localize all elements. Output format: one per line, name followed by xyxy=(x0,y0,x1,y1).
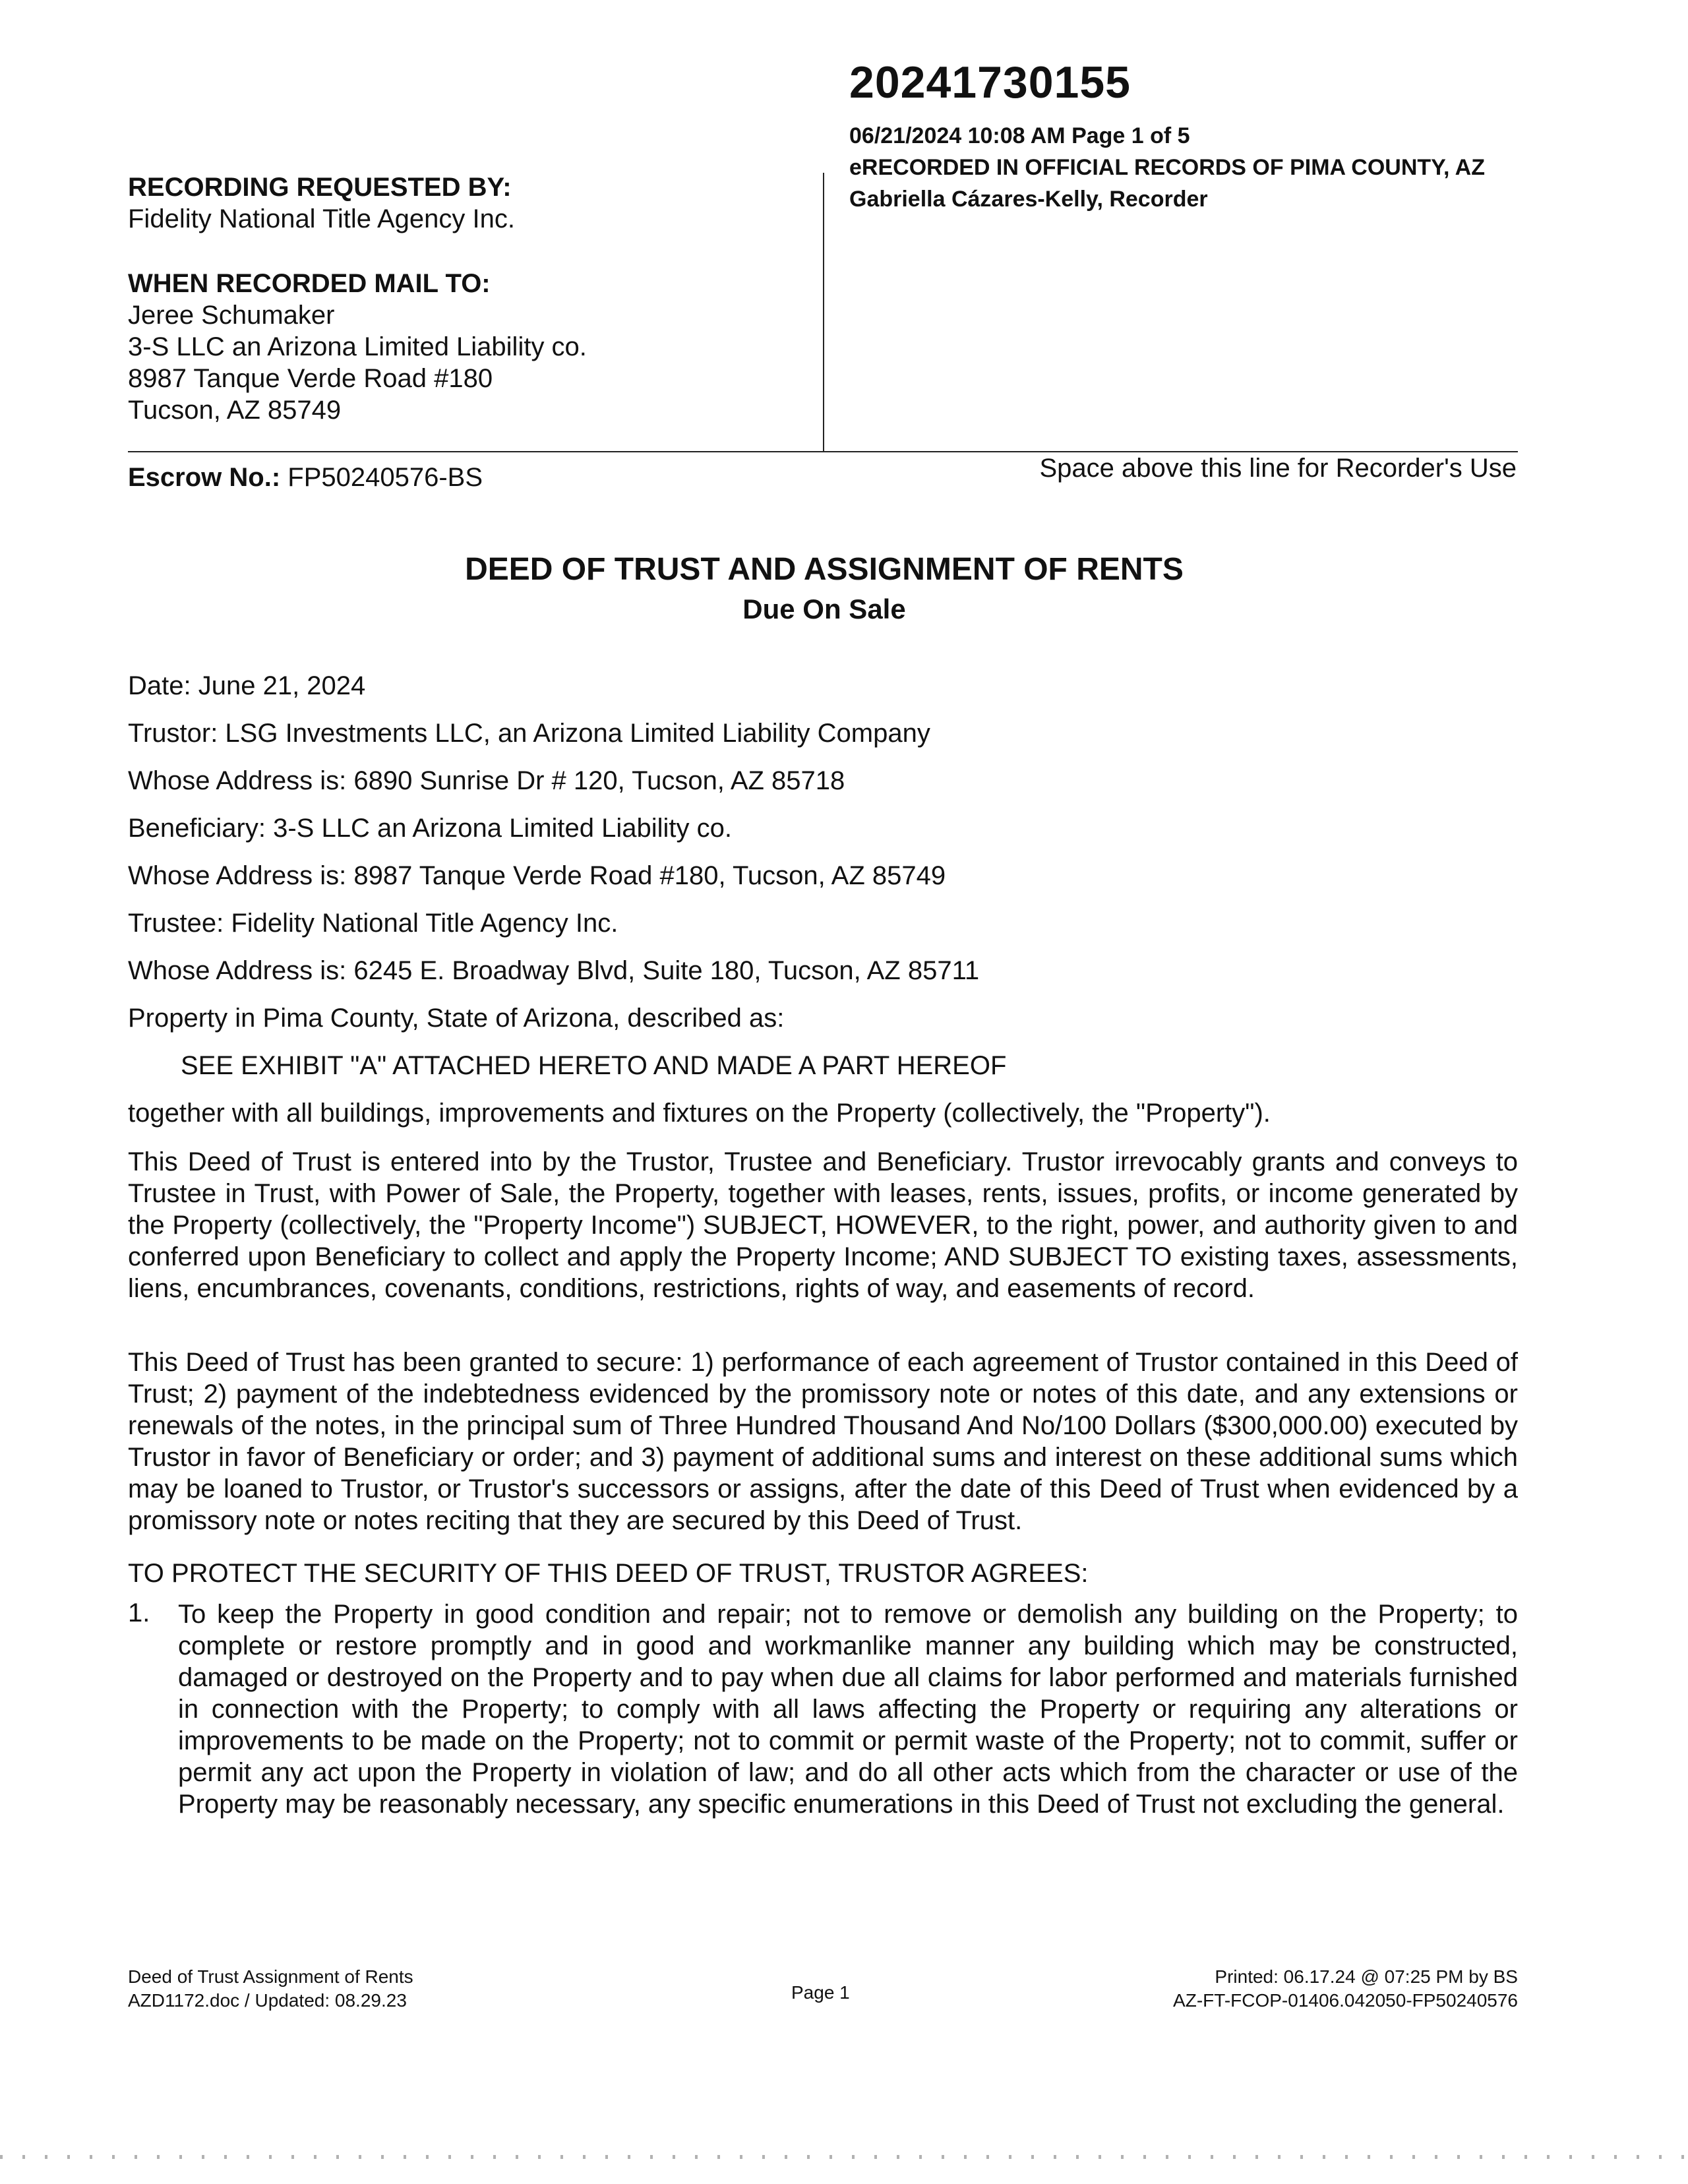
escrow-number xyxy=(128,463,483,493)
exhibit-reference: SEE EXHIBIT "A" ATTACHED HERETO AND MADE A PART HEREOF xyxy=(181,1051,1007,1080)
property-intro: Property in Pima County, State of Arizona, described as: xyxy=(128,1004,785,1033)
erecorded-line: eRECORDED IN OFFICIAL RECORDS OF PIMA COUNTY, AZ xyxy=(849,155,1486,180)
protect-heading: TO PROTECT THE SECURITY OF THIS DEED OF TRUST, TRUSTOR AGREES: xyxy=(128,1559,1089,1588)
recording-number: 20241730155 xyxy=(849,57,1131,107)
requested-by-value: Fidelity National Title Agency Inc. xyxy=(128,204,515,233)
field-trustor-address: Whose Address is: 6890 Sunrise Dr # 120, Tucson, AZ 85718 xyxy=(128,766,845,795)
footer-file-id: AZ-FT-FCOP-01406.042050-FP50240576 xyxy=(1173,1990,1518,2011)
secure-paragraph: This Deed of Trust has been granted to secure: 1) performance of each agreement of Trustor contained in this Deed of Trust; 2) payment of the indebtedness evidenced by the promissory note or notes of this date, and any extensions or renewals of the notes, in the principal sum of Three Hundred Thousand And No/100 Dollars ($300,000.00) executed by Trustor in favor of Beneficiary or order; and 3) payment of additional sums and interest on these additional sums which may be loaned to Trustor, or Trustor's successors or assigns, after the date of this Deed of Trust when evidenced by a promissory note or notes reciting that they are secured by this Deed of Trust. xyxy=(128,1348,1518,1535)
field-date: Date: June 21, 2024 xyxy=(128,671,366,700)
document-subtitle: Due On Sale xyxy=(742,593,906,624)
field-trustor: Trustor: LSG Investments LLC, an Arizona Limited Liability Company xyxy=(128,719,930,748)
mail-to-city: Tucson, AZ 85749 xyxy=(128,396,342,425)
item-1-number: 1. xyxy=(128,1598,150,1627)
mail-to-label: WHEN RECORDED MAIL TO: xyxy=(128,269,491,298)
property-together: together with all buildings, improvements and fixtures on the Property (collectively, the "Property"). xyxy=(128,1099,1271,1128)
footer-doc-name: Deed of Trust Assignment of Rents xyxy=(128,1966,413,1987)
footer-printed: Printed: 06.17.24 @ 07:25 PM by BS xyxy=(1215,1966,1518,1987)
escrow-value: FP50240576-BS xyxy=(287,463,483,492)
mail-to-company: 3-S LLC an Arizona Limited Liability co. xyxy=(128,332,587,361)
document-title: DEED OF TRUST AND ASSIGNMENT OF RENTS xyxy=(465,552,1184,587)
item-1-text: To keep the Property in good condition and repair; not to remove or demolish any building on the Property; to complete or restore promptly and in good and workmanlike manner any building which may be constructed, damaged or destroyed on the Property and to pay when due all claims for labor performed and materials furnished in connection with the Property; to comply with all laws affecting the Property or requiring any alterations or improvements to be made on the Property; not to commit or permit waste of the Property; not to commit, suffer or permit any act upon the Property in violation of law; and do all other acts which from the character or use of the Property may be reasonably necessary, any specific enumerations in this Deed of Trust not excluding the general. xyxy=(178,1600,1518,1819)
recorder-space-note: Space above this line for Recorder's Use xyxy=(1039,454,1517,483)
mail-to-street: 8987 Tanque Verde Road #180 xyxy=(128,364,493,393)
escrow-label: Escrow No.: xyxy=(128,463,281,492)
recording-info xyxy=(849,120,1485,215)
header-vertical-divider xyxy=(823,173,824,452)
mail-to-name: Jeree Schumaker xyxy=(128,301,335,330)
recording-datetime: 06/21/2024 10:08 AM Page 1 of 5 xyxy=(849,123,1190,148)
mail-to-block xyxy=(128,268,587,426)
footer-right xyxy=(1173,1965,1518,2013)
footer-doc-version: AZD1172.doc / Updated: 08.29.23 xyxy=(128,1990,407,2011)
requested-by-label: RECORDING REQUESTED BY: xyxy=(128,173,512,202)
footer-page: Page 1 xyxy=(791,1982,850,2003)
grant-paragraph: This Deed of Trust is entered into by the Trustor, Trustee and Beneficiary. Trustor irrevocably grants and conveys to Trustee in Trust, with Power of Sale, the Property, together with leases, rents, issues, profits, or income generated by the Property (collectively, the "Property Income") SUBJECT, HOWEVER, to the right, power, and authority given to and conferred upon Beneficiary to collect and apply the Property Income; AND SUBJECT TO existing taxes, assessments, liens, encumbrances, covenants, conditions, restrictions, rights of way, and easements of record. xyxy=(128,1147,1518,1303)
field-trustee: Trustee: Fidelity National Title Agency Inc. xyxy=(128,909,618,938)
recorder-use-line xyxy=(128,451,1518,452)
scan-artifact-line xyxy=(0,2155,1688,2159)
field-trustee-address: Whose Address is: 6245 E. Broadway Blvd, Suite 180, Tucson, AZ 85711 xyxy=(128,956,980,985)
field-beneficiary: Beneficiary: 3-S LLC an Arizona Limited Liability co. xyxy=(128,814,733,843)
field-beneficiary-address: Whose Address is: 8987 Tanque Verde Road #180, Tucson, AZ 85749 xyxy=(128,861,946,890)
footer-left xyxy=(128,1965,413,2013)
recorder-name: Gabriella Cázares-Kelly, Recorder xyxy=(849,187,1208,212)
